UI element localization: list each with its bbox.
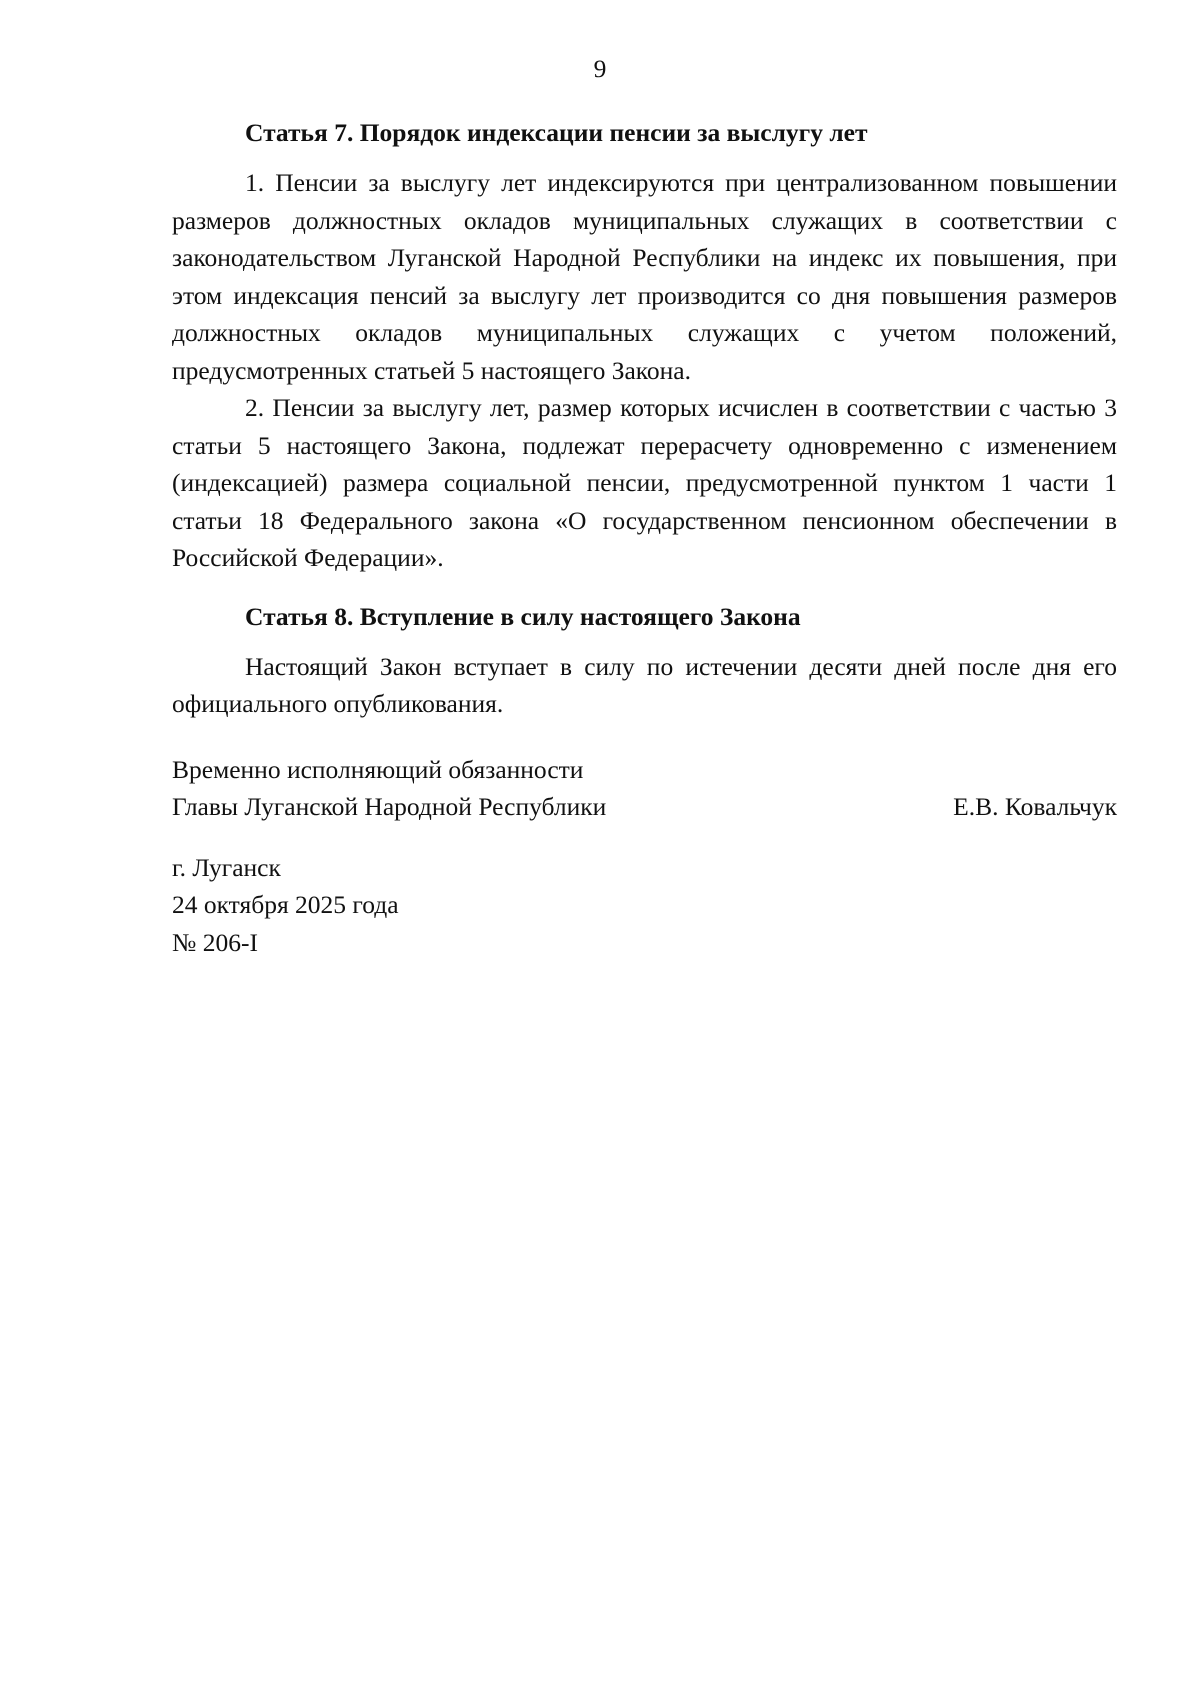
signatory-position-line-2: Главы Луганской Народной Республики — [172, 792, 607, 821]
document-body — [172, 113, 1117, 961]
article-7-heading: Статья 7. Порядок индексации пенсии за выслугу лет — [245, 118, 868, 147]
signatory-name: Е.В. Ковальчук — [953, 792, 1117, 821]
city: г. Луганск — [172, 852, 281, 882]
place-date-number-block — [172, 849, 1117, 962]
signatory-row — [172, 788, 1117, 826]
article-8 — [172, 597, 1117, 723]
document-number: № 206-I — [172, 927, 258, 957]
article-8-heading: Статья 8. Вступление в силу настоящего Закона — [245, 601, 801, 631]
article-7-paragraph-1: 1. Пенсии за выслугу лет индексируются при централизованном повышении размеров должностных окладов муниципальных служащих в соответствии с законодательством Луганской Народной Республики на индекс их повышения, при этом индексация пенсий за выслугу лет производится со дня повышения размеров должностных окладов муниципальных служащих с учетом положений, предусмотренных статьей 5 настоящего Закона. — [172, 168, 1117, 385]
article-7 — [172, 113, 1117, 577]
article-8-paragraph-1: Настоящий Закон вступает в силу по истечении десяти дней после дня его официального опубликования. — [172, 651, 1117, 718]
page-number: 9 — [593, 54, 607, 83]
article-7-paragraph-2: 2. Пенсии за выслугу лет, размер которых исчислен в соответствии с частью 3 статьи 5 настоящего Закона, подлежат перерасчету одновременно с изменением (индексацией) размера социальной пенсии, предусмотренной пунктом 1 части 1 статьи 18 Федерального закона «О государственном пенсионном обеспечении в Российской Федерации». — [172, 393, 1117, 572]
signatory-position-line-1: Временно исполняющий обязанности — [172, 754, 584, 784]
signature-block — [172, 751, 1117, 826]
document-date: 24 октября 2025 года — [172, 890, 399, 919]
